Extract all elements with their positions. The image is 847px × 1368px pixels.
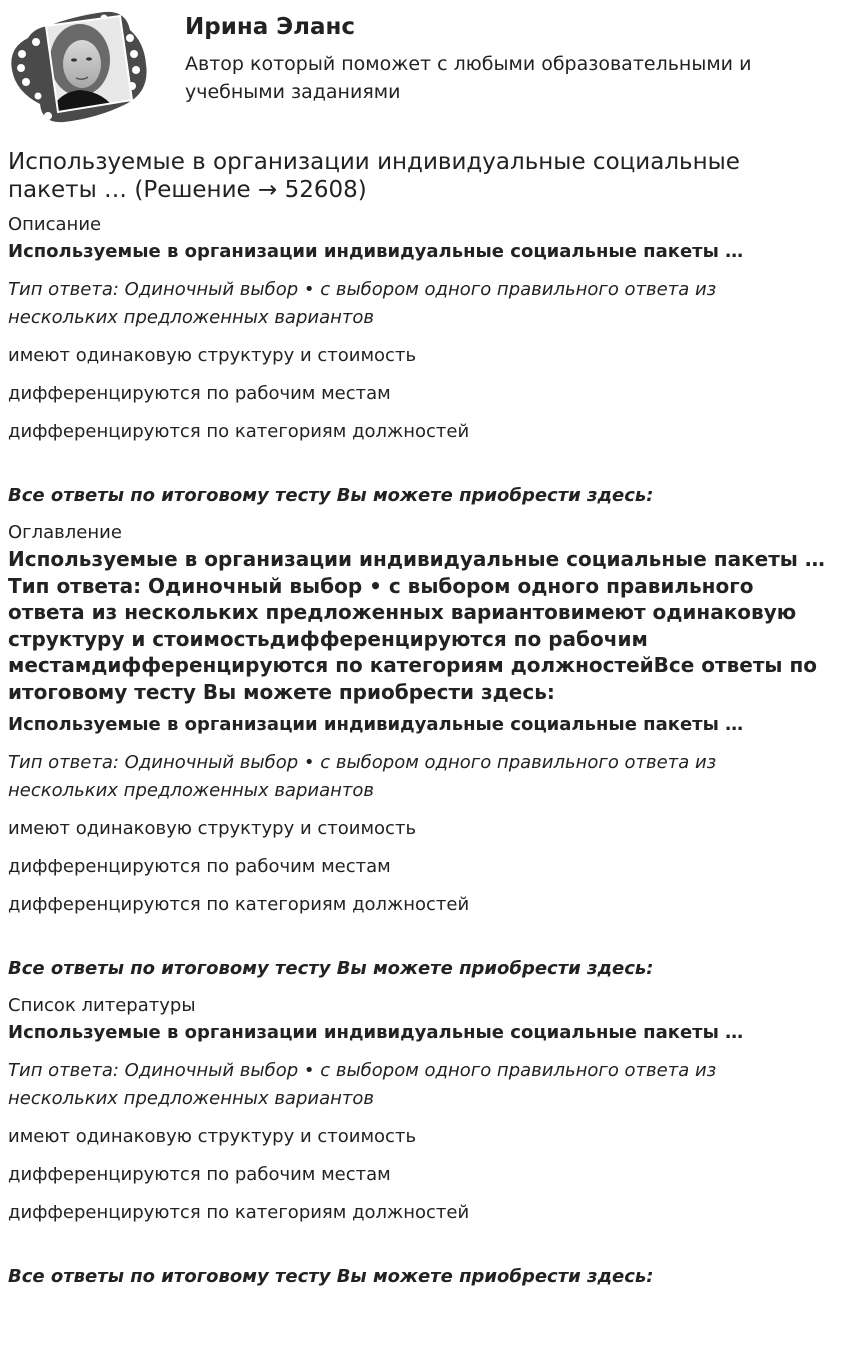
page-title: Используемые в организации индивидуальные социальные пакеты … (Решение → 52608) (8, 149, 740, 203)
answer-option: имеют одинаковую структуру и стоимость (8, 818, 417, 839)
promo-text: Все ответы по итоговому тесту Вы можете приобрести здесь: (8, 958, 654, 979)
promo-text: Все ответы по итоговому тесту Вы можете приобрести здесь: (8, 485, 654, 506)
description-section (8, 212, 828, 510)
author-name: Ирина Эланс (185, 14, 356, 40)
answer-type: Тип ответа: Одиночный выбор • с выбором одного правильного ответа из нескольких предложенных вариантов (8, 279, 717, 328)
section-label-references: Список литературы (8, 995, 196, 1016)
answer-option: дифференцируются по категориям должностей (8, 1202, 470, 1223)
answer-option: дифференцируются по категориям должностей (8, 421, 470, 442)
answer-option: имеют одинаковую структуру и стоимость (8, 345, 417, 366)
answer-option: дифференцируются по рабочим местам (8, 1164, 391, 1185)
toc-section (8, 520, 828, 983)
author-header (8, 8, 838, 128)
main-content (8, 148, 828, 1301)
question-title: Используемые в организации индивидуальные социальные пакеты … (8, 1022, 744, 1043)
question-title: Используемые в организации индивидуальные социальные пакеты … (8, 241, 744, 262)
answer-option: дифференцируются по категориям должностей (8, 894, 470, 915)
promo-text: Все ответы по итоговому тесту Вы можете приобрести здесь: (8, 1266, 654, 1287)
answer-option: дифференцируются по рабочим местам (8, 856, 391, 877)
answer-type: Тип ответа: Одиночный выбор • с выбором одного правильного ответа из нескольких предложенных вариантов (8, 752, 717, 801)
question-title: Используемые в организации индивидуальные социальные пакеты … (8, 714, 744, 735)
author-avatar (8, 8, 150, 126)
section-label-toc: Оглавление (8, 522, 122, 543)
answer-option: имеют одинаковую структуру и стоимость (8, 1126, 417, 1147)
section-label-description: Описание (8, 214, 102, 235)
author-description: Автор который поможет с любыми образовательными и учебными заданиями (185, 53, 752, 103)
answer-type: Тип ответа: Одиночный выбор • с выбором одного правильного ответа из нескольких предложенных вариантов (8, 1060, 717, 1109)
toc-summary: Используемые в организации индивидуальные социальные пакеты …Тип ответа: Одиночный выбор • с выбором одного правильного ответа из нескольких предложенных вариантовимеют одинаковую структуру и стоимостьдифференцируются по рабочим местамдифференцируются по категориям должностейВсе ответы по итоговому тесту Вы можете приобрести здесь: (8, 547, 825, 704)
answer-option: дифференцируются по рабочим местам (8, 383, 391, 404)
references-section (8, 993, 828, 1291)
